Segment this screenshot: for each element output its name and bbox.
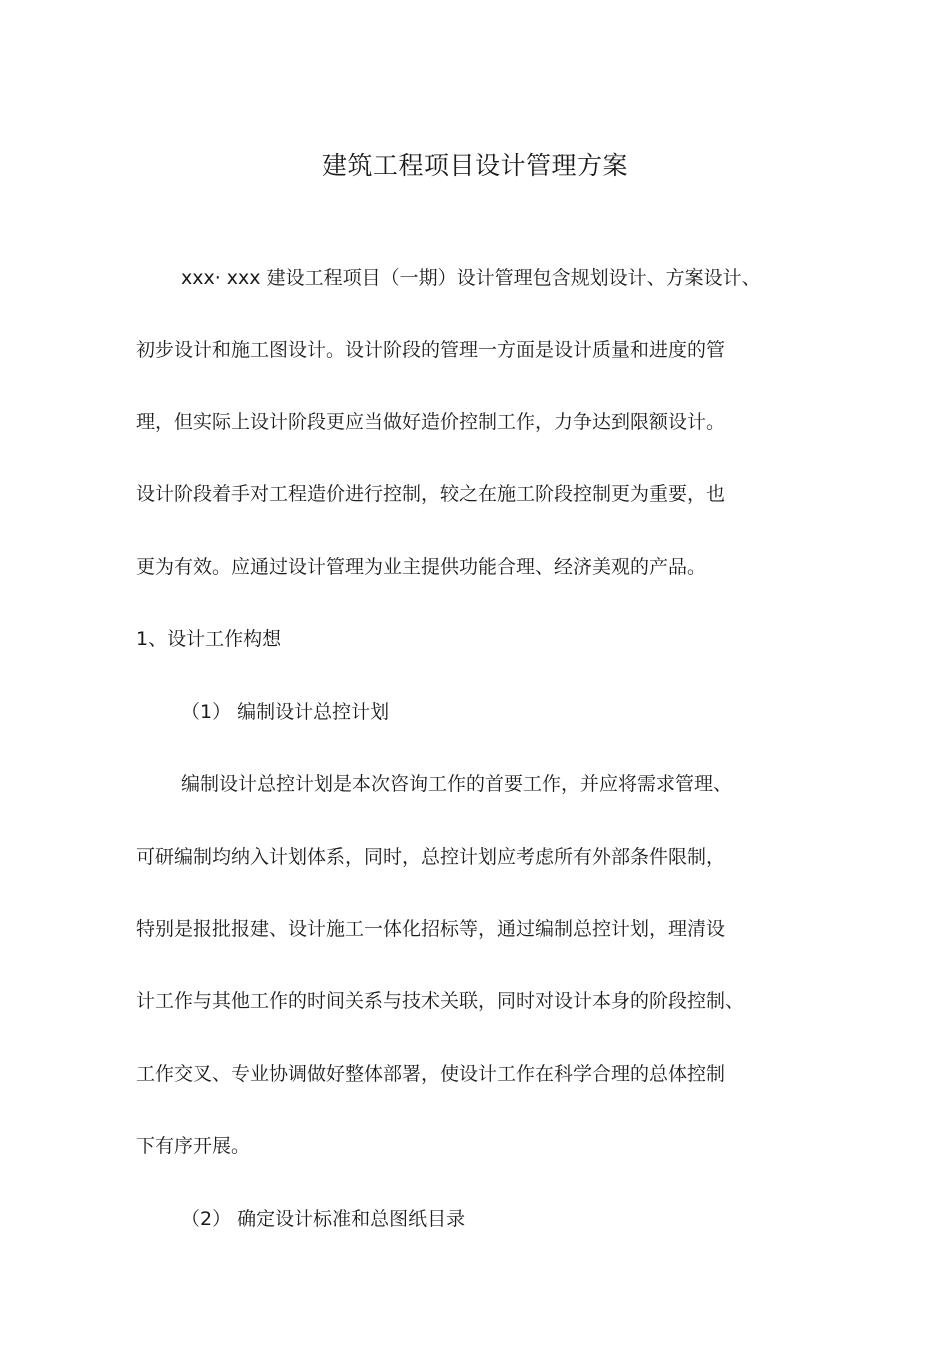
paragraph-line: 下有序开展。 xyxy=(136,1135,251,1157)
subsection-heading: （1） 编制设计总控计划 xyxy=(181,701,390,723)
paragraph-line: 编制设计总控计划是本次咨询工作的首要工作，并应将需求管理、 xyxy=(181,773,733,795)
paragraph-line: 特别是报批报建、设计施工一体化招标等，通过编制总控计划，理清设 xyxy=(136,918,726,940)
paragraph-line: 更为有效。应通过设计管理为业主提供功能合理、经济美观的产品。 xyxy=(136,556,707,578)
paragraph-line: 设计阶段着手对工程造价进行控制，较之在施工阶段控制更为重要，也 xyxy=(136,483,726,505)
paragraph-line: 初步设计和施工图设计。设计阶段的管理一方面是设计质量和进度的管 xyxy=(136,339,726,361)
subsection-heading: （2） 确定设计标准和总图纸目录 xyxy=(181,1208,466,1230)
section-heading: 1、设计工作构想 xyxy=(136,628,282,650)
paragraph-line: 理，但实际上设计阶段更应当做好造价控制工作，力争达到限额设计。 xyxy=(136,411,726,433)
paragraph-line: xxx· xxx 建设工程项目（一期）设计管理包含规划设计、方案设计、 xyxy=(181,267,761,289)
paragraph-line: 可研编制均纳入计划体系，同时，总控计划应考虑所有外部条件限制， xyxy=(136,846,726,868)
paragraph-line: 计工作与其他工作的时间关系与技术关联，同时对设计本身的阶段控制、 xyxy=(136,990,745,1012)
paragraph-line: 工作交叉、专业协调做好整体部署，使设计工作在科学合理的总体控制 xyxy=(136,1063,726,1085)
document-title: 建筑工程项目设计管理方案 xyxy=(321,151,628,180)
